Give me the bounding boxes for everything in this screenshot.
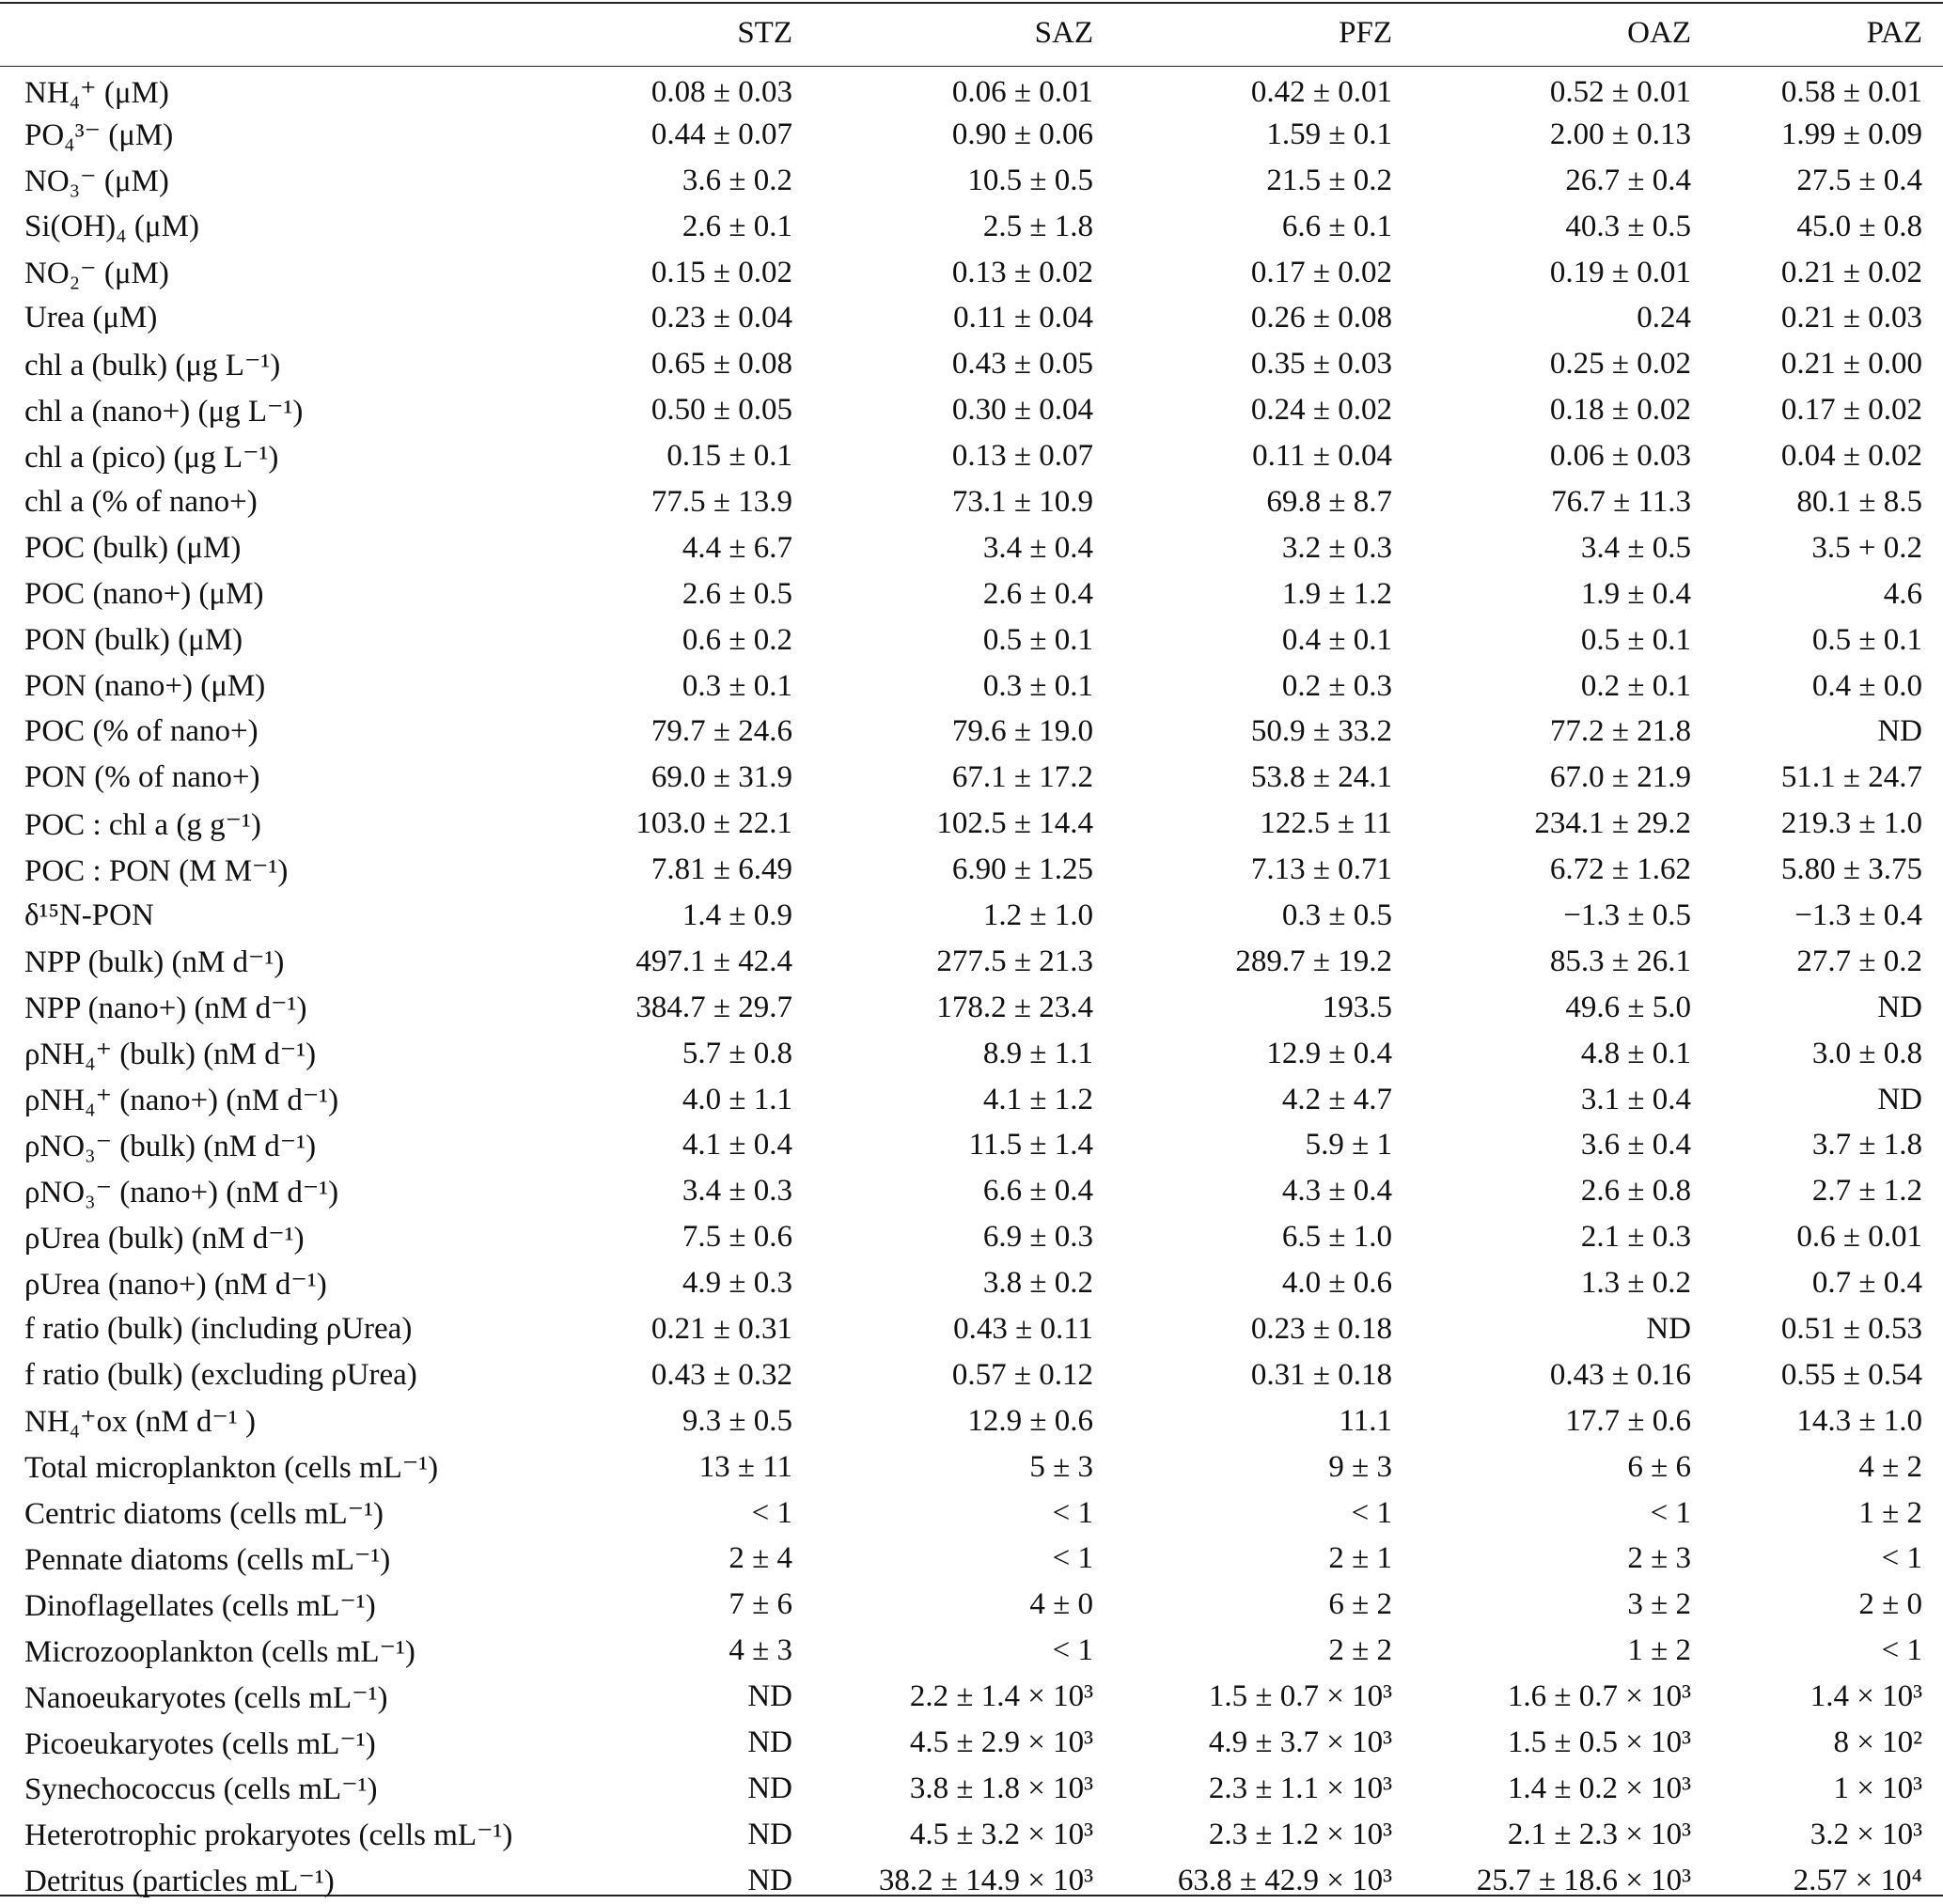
table-row <box>0 66 1943 112</box>
table-cell: 2.5 ± 1.8 <box>982 209 1093 243</box>
table-cell: 122.5 ± 11 <box>1260 806 1392 841</box>
table-cell: ND <box>747 1725 792 1759</box>
row-label: POC : chl a (g g⁻¹) <box>24 807 261 842</box>
table-cell: 5.9 ± 1 <box>1305 1128 1392 1163</box>
column-header: PAZ <box>1866 15 1922 50</box>
table-cell: 0.24 ± 0.02 <box>1250 393 1392 428</box>
table-cell: 0.5 ± 0.1 <box>1580 622 1691 657</box>
row-label: Total microplankton (cells mL⁻¹) <box>24 1451 439 1486</box>
table-cell: ND <box>747 1863 792 1897</box>
table-cell: 6.72 ± 1.62 <box>1549 852 1691 887</box>
row-label: NH₄⁺ (μM) <box>24 76 169 111</box>
row-label: Urea (μM) <box>24 301 158 336</box>
table-cell: 2.1 ± 0.3 <box>1580 1220 1691 1255</box>
table-cell: < 1 <box>751 1495 792 1530</box>
table-cell: 14.3 ± 1.0 <box>1796 1403 1922 1438</box>
row-label: Centric diatoms (cells mL⁻¹) <box>24 1497 384 1532</box>
table-cell: 0.13 ± 0.07 <box>951 439 1093 474</box>
table-cell: 0.3 ± 0.1 <box>682 668 792 703</box>
table-cell: 3.5 + 0.2 <box>1811 530 1922 565</box>
table-cell: 1.6 ± 0.7 × 10³ <box>1507 1679 1691 1714</box>
table-cell: 0.90 ± 0.06 <box>951 117 1093 151</box>
table-cell: 0.21 ± 0.03 <box>1780 301 1922 336</box>
table-cell: 2.6 ± 0.4 <box>982 576 1093 611</box>
table-row <box>0 387 1943 433</box>
table-cell: 6.9 ± 0.3 <box>982 1220 1093 1255</box>
table-cell: 193.5 <box>1322 990 1392 1024</box>
row-label: POC (% of nano+) <box>24 714 259 749</box>
table-cell: 0.43 ± 0.16 <box>1549 1357 1691 1392</box>
table-cell: 384.7 ± 29.7 <box>635 990 792 1024</box>
column-header: STZ <box>737 15 792 50</box>
table-cell: 2.1 ± 2.3 × 10³ <box>1507 1817 1691 1851</box>
header-row <box>0 0 1943 66</box>
table-cell: 0.11 ± 0.04 <box>1252 439 1392 474</box>
table-cell: 27.5 ± 0.4 <box>1796 163 1922 197</box>
table-cell: 2.7 ± 1.2 <box>1811 1174 1922 1209</box>
table-row <box>0 250 1943 296</box>
table-cell: 5.7 ± 0.8 <box>682 1036 792 1070</box>
table-cell: 4.2 ± 4.7 <box>1281 1082 1392 1116</box>
table-cell: 1.59 ± 0.1 <box>1266 117 1392 151</box>
table-cell: 1.4 ± 0.9 <box>682 897 792 932</box>
table-row <box>0 1628 1943 1674</box>
table-cell: 4.9 ± 3.7 × 10³ <box>1208 1725 1392 1759</box>
table-cell: 0.6 ± 0.2 <box>682 622 792 657</box>
table-row <box>0 479 1943 525</box>
table-row <box>0 617 1943 663</box>
table-cell: 0.23 ± 0.18 <box>1250 1311 1392 1346</box>
table-row <box>0 571 1943 617</box>
table-cell: 3.6 ± 0.2 <box>682 163 792 197</box>
table-cell: 3.8 ± 1.8 × 10³ <box>909 1771 1093 1805</box>
table-cell: 2.57 × 10⁴ <box>1793 1863 1922 1897</box>
table-cell: 497.1 ± 42.4 <box>635 944 792 978</box>
table-row <box>0 847 1943 893</box>
table-cell: 4.1 ± 1.2 <box>982 1082 1093 1116</box>
table-cell: 9 ± 3 <box>1328 1449 1392 1484</box>
table-cell: < 1 <box>1052 1495 1093 1530</box>
table-row <box>0 1812 1943 1858</box>
table-body <box>0 66 1943 1904</box>
table-cell: 6.6 ± 0.1 <box>1281 209 1392 243</box>
table-cell: 4.5 ± 3.2 × 10³ <box>909 1817 1093 1851</box>
table-cell: 0.51 ± 0.53 <box>1780 1311 1922 1346</box>
row-label: chl a (pico) (μg L⁻¹) <box>24 440 279 475</box>
table-header <box>0 0 1943 66</box>
table-cell: 8.9 ± 1.1 <box>982 1036 1093 1070</box>
table-cell: 1.4 ± 0.2 × 10³ <box>1507 1771 1691 1805</box>
table-cell: 4.5 ± 2.9 × 10³ <box>909 1725 1093 1759</box>
table-row <box>0 112 1943 158</box>
table-row <box>0 525 1943 571</box>
table-cell: 73.1 ± 10.9 <box>951 484 1093 519</box>
row-label: Microzooplankton (cells mL⁻¹) <box>24 1634 415 1669</box>
table-cell: 2.00 ± 0.13 <box>1549 117 1691 151</box>
table-cell: 0.11 ± 0.04 <box>953 301 1093 336</box>
table-row <box>0 1720 1943 1766</box>
table-cell: 11.1 <box>1339 1403 1392 1438</box>
table-cell: 9.3 ± 0.5 <box>682 1403 792 1438</box>
row-label: ρNH₄⁺ (bulk) (nM d⁻¹) <box>24 1038 317 1072</box>
table-cell: 0.55 ± 0.54 <box>1780 1357 1922 1392</box>
table-cell: 1.2 ± 1.0 <box>982 897 1093 932</box>
row-label: ρNO₃⁻ (bulk) (nM d⁻¹) <box>24 1129 317 1163</box>
table-cell: 80.1 ± 8.5 <box>1796 484 1922 519</box>
table-cell: 4.9 ± 0.3 <box>682 1266 792 1301</box>
table-cell: 13 ± 11 <box>698 1449 792 1484</box>
table-row <box>0 1031 1943 1077</box>
table-cell: 7.13 ± 0.71 <box>1250 852 1392 887</box>
table-cell: 25.7 ± 18.6 × 10³ <box>1476 1863 1691 1897</box>
table-cell: 0.5 ± 0.1 <box>1811 622 1922 657</box>
table-cell: 69.8 ± 8.7 <box>1266 484 1392 519</box>
table-cell: 4.0 ± 0.6 <box>1281 1266 1392 1301</box>
table-cell: 0.17 ± 0.02 <box>1780 393 1922 428</box>
table-cell: 45.0 ± 0.8 <box>1796 209 1922 243</box>
table-cell: 0.13 ± 0.02 <box>951 255 1093 289</box>
table-cell: 7 ± 6 <box>729 1587 792 1622</box>
table-cell: 0.31 ± 0.18 <box>1250 1357 1392 1392</box>
table-cell: 5.80 ± 3.75 <box>1780 852 1922 887</box>
table-cell: 0.6 ± 0.01 <box>1796 1220 1922 1255</box>
table-cell: 2.2 ± 1.4 × 10³ <box>909 1679 1093 1714</box>
table-cell: 4.6 <box>1883 576 1922 611</box>
row-label: Pennate diatoms (cells mL⁻¹) <box>24 1542 391 1577</box>
table-cell: 6.5 ± 1.0 <box>1281 1220 1392 1255</box>
table-cell: 38.2 ± 14.9 × 10³ <box>878 1863 1093 1897</box>
table-cell: 3 ± 2 <box>1627 1587 1691 1622</box>
table-cell: 7.81 ± 6.49 <box>650 852 792 887</box>
table-cell: 3.2 × 10³ <box>1810 1817 1922 1851</box>
table-cell: 0.57 ± 0.12 <box>951 1357 1093 1392</box>
table-cell: 0.7 ± 0.4 <box>1811 1266 1922 1301</box>
table-cell: ND <box>1646 1311 1691 1346</box>
table-cell: 26.7 ± 0.4 <box>1565 163 1691 197</box>
table-cell: 85.3 ± 26.1 <box>1549 944 1691 978</box>
table-row <box>0 801 1943 847</box>
table-cell: ND <box>1877 990 1922 1024</box>
table-cell: 2.3 ± 1.2 × 10³ <box>1208 1817 1392 1851</box>
table-row <box>0 1306 1943 1352</box>
row-label: ρUrea (bulk) (nM d⁻¹) <box>24 1221 305 1256</box>
table-cell: 2.6 ± 0.8 <box>1580 1174 1691 1209</box>
table-cell: 0.3 ± 0.5 <box>1281 897 1392 932</box>
table-row <box>0 1077 1943 1123</box>
table-cell: 3.1 ± 0.4 <box>1580 1082 1691 1116</box>
table-cell: 6 ± 6 <box>1627 1449 1691 1484</box>
table-row <box>0 663 1943 710</box>
table-cell: 0.35 ± 0.03 <box>1250 347 1392 382</box>
column-header: OAZ <box>1627 15 1691 50</box>
table-cell: 3.4 ± 0.5 <box>1580 530 1691 565</box>
row-label: PON (bulk) (μM) <box>24 622 243 657</box>
column-header: SAZ <box>1034 15 1093 50</box>
row-label: NPP (nano+) (nM d⁻¹) <box>24 991 307 1026</box>
table-cell: ND <box>1877 1082 1922 1116</box>
row-label: NO₂⁻ (μM) <box>24 257 169 290</box>
column-header <box>0 0 620 66</box>
table-cell: 0.43 ± 0.32 <box>650 1357 792 1392</box>
row-label: Heterotrophic prokaryotes (cells mL⁻¹) <box>24 1818 513 1853</box>
table-cell: 0.65 ± 0.08 <box>650 347 792 382</box>
table-cell: 7.5 ± 0.6 <box>682 1220 792 1255</box>
table-cell: 234.1 ± 29.2 <box>1534 806 1691 841</box>
table-cell: 103.0 ± 22.1 <box>635 806 792 841</box>
table-row <box>0 755 1943 801</box>
table-cell: < 1 <box>1351 1495 1392 1530</box>
table-cell: 2 ± 0 <box>1858 1587 1922 1622</box>
table-cell: 1.3 ± 0.2 <box>1580 1266 1691 1301</box>
table-cell: 4 ± 3 <box>729 1633 792 1668</box>
table-cell: 4 ± 0 <box>1029 1587 1093 1622</box>
table-row <box>0 1766 1943 1812</box>
table-cell: < 1 <box>1052 1541 1093 1576</box>
table-cell: 77.5 ± 13.9 <box>650 484 792 519</box>
table-cell: 3.6 ± 0.4 <box>1580 1128 1691 1163</box>
table-cell: 0.3 ± 0.1 <box>982 668 1093 703</box>
table-cell: 2.6 ± 0.1 <box>682 209 792 243</box>
table-row <box>0 1122 1943 1168</box>
table-row <box>0 341 1943 387</box>
table-cell: 3.2 ± 0.3 <box>1281 530 1392 565</box>
table-cell: 0.52 ± 0.01 <box>1549 74 1691 109</box>
table-row <box>0 709 1943 755</box>
table-cell: 0.04 ± 0.02 <box>1780 439 1922 474</box>
row-label: NH₄⁺ox (nM d⁻¹ ) <box>24 1405 256 1440</box>
table-cell: 0.43 ± 0.05 <box>951 347 1093 382</box>
table-cell: 12.9 ± 0.6 <box>967 1403 1093 1438</box>
table-cell: 50.9 ± 33.2 <box>1250 714 1392 749</box>
table-row <box>0 1674 1943 1720</box>
row-label: ρUrea (nano+) (nM d⁻¹) <box>24 1267 327 1302</box>
table-cell: 17.7 ± 0.6 <box>1565 1403 1691 1438</box>
table-cell: 67.1 ± 17.2 <box>951 760 1093 795</box>
row-label: PON (% of nano+) <box>24 760 260 795</box>
row-label: Dinoflagellates (cells mL⁻¹) <box>24 1588 376 1623</box>
table-cell: 277.5 ± 21.3 <box>936 944 1093 978</box>
table-cell: 1.5 ± 0.5 × 10³ <box>1507 1725 1691 1759</box>
row-label: Detritus (particles mL⁻¹) <box>24 1865 335 1899</box>
table-cell: 3.7 ± 1.8 <box>1811 1128 1922 1163</box>
row-label: chl a (nano+) (μg L⁻¹) <box>24 394 304 429</box>
table-cell: 53.8 ± 24.1 <box>1250 760 1392 795</box>
table-cell: 6.90 ± 1.25 <box>951 852 1093 887</box>
table-cell: < 1 <box>1881 1541 1922 1576</box>
table-cell: 0.4 ± 0.1 <box>1281 622 1392 657</box>
table-cell: 219.3 ± 1.0 <box>1780 806 1922 841</box>
table-row <box>0 1168 1943 1214</box>
table-cell: 1 × 10³ <box>1833 1771 1922 1805</box>
table-cell: 1.9 ± 1.2 <box>1281 576 1392 611</box>
table-row <box>0 204 1943 250</box>
table-cell: 0.21 ± 0.02 <box>1780 255 1922 289</box>
table-cell: 0.44 ± 0.07 <box>650 117 792 151</box>
table-cell: 0.06 ± 0.03 <box>1549 439 1691 474</box>
row-label: NO₃⁻ (μM) <box>24 164 169 199</box>
table-cell: 178.2 ± 23.4 <box>936 990 1093 1024</box>
row-label: δ¹⁵N-PON <box>24 897 154 932</box>
table-cell: 0.43 ± 0.11 <box>953 1311 1093 1346</box>
table-cell: 2 ± 4 <box>729 1541 792 1576</box>
table-row <box>0 1214 1943 1260</box>
table-cell: 0.26 ± 0.08 <box>1250 301 1392 336</box>
table-row <box>0 1260 1943 1306</box>
row-label: f ratio (bulk) (including ρUrea) <box>24 1311 413 1346</box>
table-cell: 0.17 ± 0.02 <box>1250 255 1392 289</box>
table-cell: 3.0 ± 0.8 <box>1811 1036 1922 1070</box>
row-label: Picoeukaryotes (cells mL⁻¹) <box>24 1726 376 1761</box>
table-cell: 0.08 ± 0.03 <box>650 74 792 109</box>
table-cell: 0.58 ± 0.01 <box>1780 74 1922 109</box>
table-cell: 0.4 ± 0.0 <box>1811 668 1922 703</box>
table-cell: 6 ± 2 <box>1328 1587 1392 1622</box>
table-row <box>0 295 1943 341</box>
row-label: Si(OH)₄ (μM) <box>24 209 199 243</box>
table-cell: 1 ± 2 <box>1627 1633 1691 1668</box>
table-cell: 5 ± 3 <box>1029 1449 1093 1484</box>
table-row <box>0 1537 1943 1583</box>
table-cell: 0.42 ± 0.01 <box>1250 74 1392 109</box>
table-cell: 3.4 ± 0.3 <box>682 1174 792 1209</box>
table-cell: −1.3 ± 0.4 <box>1794 897 1922 932</box>
table-cell: 3.8 ± 0.2 <box>982 1266 1093 1301</box>
table-cell: ND <box>1877 714 1922 749</box>
row-label: PON (nano+) (μM) <box>24 668 266 703</box>
table-row <box>0 1858 1943 1904</box>
table-row <box>0 1490 1943 1537</box>
table-cell: 1.99 ± 0.09 <box>1780 117 1922 151</box>
table-cell: 12.9 ± 0.4 <box>1266 1036 1392 1070</box>
row-label: Nanoeukaryotes (cells mL⁻¹) <box>24 1680 388 1715</box>
table-cell: < 1 <box>1881 1633 1922 1668</box>
table-row <box>0 158 1943 204</box>
table-row <box>0 1398 1943 1444</box>
table-cell: 79.7 ± 24.6 <box>650 714 792 749</box>
table-cell: 49.6 ± 5.0 <box>1565 990 1691 1024</box>
table-cell: 51.1 ± 24.7 <box>1780 760 1922 795</box>
table-cell: 0.18 ± 0.02 <box>1549 393 1691 428</box>
table-cell: 10.5 ± 0.5 <box>967 163 1093 197</box>
column-header: PFZ <box>1339 15 1392 50</box>
table-cell: 69.0 ± 31.9 <box>650 760 792 795</box>
table-cell: 2 ± 1 <box>1328 1541 1392 1576</box>
table-cell: 0.30 ± 0.04 <box>951 393 1093 428</box>
table-cell: 0.2 ± 0.3 <box>1281 668 1392 703</box>
table-cell: 3.4 ± 0.4 <box>982 530 1093 565</box>
table-cell: 67.0 ± 21.9 <box>1549 760 1691 795</box>
table-cell: 0.06 ± 0.01 <box>951 74 1093 109</box>
table-cell: 0.19 ± 0.01 <box>1549 255 1691 289</box>
row-label: Synechococcus (cells mL⁻¹) <box>24 1772 378 1807</box>
table-cell: 4.3 ± 0.4 <box>1281 1174 1392 1209</box>
row-label: chl a (% of nano+) <box>24 484 258 519</box>
table-row <box>0 1582 1943 1628</box>
table-cell: 2 ± 3 <box>1627 1541 1691 1576</box>
table-cell: 63.8 ± 42.9 × 10³ <box>1177 1863 1392 1897</box>
table-row <box>0 1352 1943 1398</box>
row-label: ρNO₃⁻ (nano+) (nM d⁻¹) <box>24 1175 339 1210</box>
table-row <box>0 893 1943 939</box>
table-row <box>0 985 1943 1031</box>
table-cell: 289.7 ± 19.2 <box>1235 944 1392 978</box>
row-label: f ratio (bulk) (excluding ρUrea) <box>24 1357 417 1392</box>
table-cell: 4.1 ± 0.4 <box>682 1128 792 1163</box>
table-cell: 79.6 ± 19.0 <box>951 714 1093 749</box>
table-cell: 0.50 ± 0.05 <box>650 393 792 428</box>
table-cell: 4 ± 2 <box>1858 1449 1922 1484</box>
table-cell: 27.7 ± 0.2 <box>1796 944 1922 978</box>
table-cell: 1.9 ± 0.4 <box>1580 576 1691 611</box>
table-cell: 1.4 × 10³ <box>1810 1679 1922 1714</box>
table-cell: 1.5 ± 0.7 × 10³ <box>1208 1679 1392 1714</box>
table-cell: 0.2 ± 0.1 <box>1580 668 1691 703</box>
row-label: POC : PON (M M⁻¹) <box>24 853 289 888</box>
table-cell: 0.15 ± 0.1 <box>666 439 792 474</box>
table-cell: 0.21 ± 0.00 <box>1780 347 1922 382</box>
table-cell: ND <box>747 1817 792 1851</box>
table-cell: 4.8 ± 0.1 <box>1580 1036 1691 1070</box>
table-cell: −1.3 ± 0.5 <box>1563 897 1691 932</box>
row-label: PO₄³⁻ (μM) <box>24 118 174 153</box>
table-cell: 102.5 ± 14.4 <box>936 806 1093 841</box>
table-cell: 6.6 ± 0.4 <box>982 1174 1093 1209</box>
table-cell: 4.0 ± 1.1 <box>682 1082 792 1116</box>
table-cell: 2.6 ± 0.5 <box>682 576 792 611</box>
table-cell: 40.3 ± 0.5 <box>1565 209 1691 243</box>
row-label: NPP (bulk) (nM d⁻¹) <box>24 945 285 980</box>
table-cell: 76.7 ± 11.3 <box>1551 484 1691 519</box>
table-row <box>0 939 1943 985</box>
table-cell: 0.21 ± 0.31 <box>650 1311 792 1346</box>
table-cell: ND <box>747 1771 792 1805</box>
table-cell: 77.2 ± 21.8 <box>1549 714 1691 749</box>
table-cell: 0.24 <box>1637 301 1691 336</box>
row-label: POC (nano+) (μM) <box>24 576 264 611</box>
table-cell: 11.5 ± 1.4 <box>968 1128 1093 1163</box>
row-label: chl a (bulk) (μg L⁻¹) <box>24 348 281 382</box>
table-cell: 0.25 ± 0.02 <box>1549 347 1691 382</box>
table-cell: 0.5 ± 0.1 <box>982 622 1093 657</box>
table-cell: 2 ± 2 <box>1328 1633 1392 1668</box>
table-cell: 2.3 ± 1.1 × 10³ <box>1208 1771 1392 1805</box>
table-cell: 1 ± 2 <box>1858 1495 1922 1530</box>
table-row <box>0 433 1943 479</box>
table-cell: 4.4 ± 6.7 <box>682 530 792 565</box>
row-label: POC (bulk) (μM) <box>24 530 242 565</box>
table-cell: 0.15 ± 0.02 <box>650 255 792 289</box>
row-label: ρNH₄⁺ (nano+) (nM d⁻¹) <box>24 1084 339 1118</box>
table-cell: 8 × 10² <box>1833 1725 1922 1759</box>
table-row <box>0 1444 1943 1490</box>
table-cell: ND <box>747 1679 792 1714</box>
table-cell: 0.23 ± 0.04 <box>650 301 792 336</box>
table-cell: < 1 <box>1650 1495 1691 1530</box>
table-cell: < 1 <box>1052 1633 1093 1668</box>
table-cell: 21.5 ± 0.2 <box>1266 163 1392 197</box>
